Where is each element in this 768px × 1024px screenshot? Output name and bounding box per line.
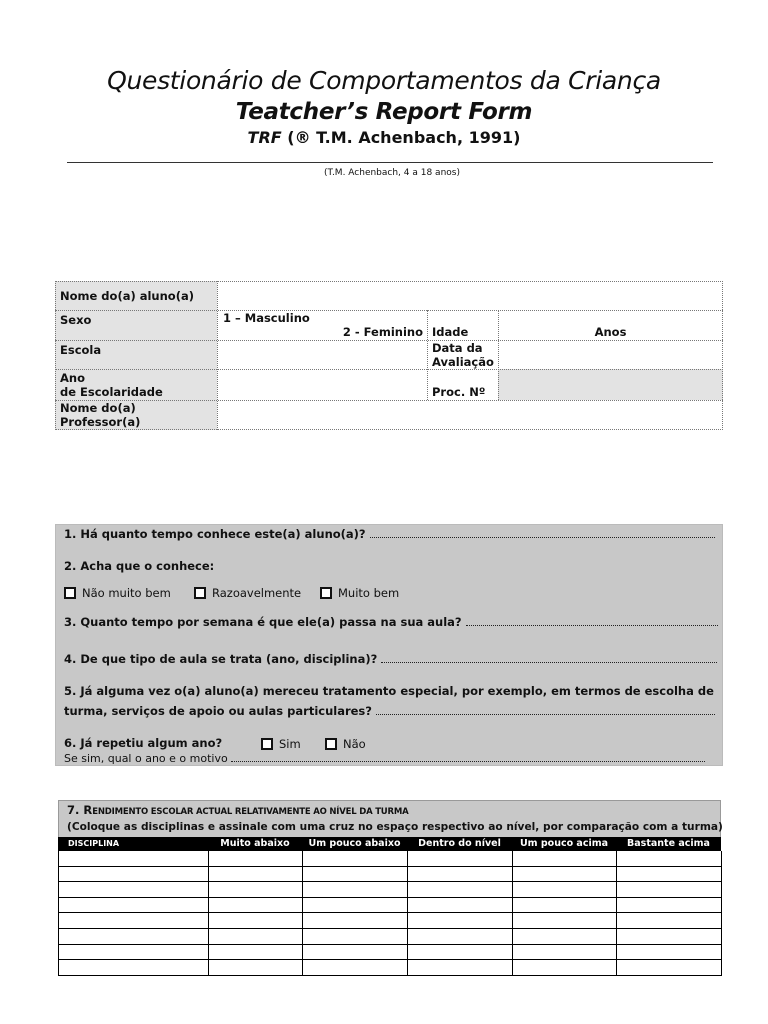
proc-field[interactable] [498, 369, 723, 400]
sex-male-option: 1 – Masculino [223, 311, 310, 325]
level-cell[interactable] [209, 929, 303, 945]
level-cell[interactable] [303, 913, 408, 929]
answer-line-1[interactable] [370, 527, 715, 538]
level-cell[interactable] [209, 851, 303, 867]
level-cell[interactable] [408, 882, 513, 898]
level-cell[interactable] [513, 851, 617, 867]
table-row [58, 929, 721, 945]
grid-line [722, 281, 723, 430]
col-dentro-do-nivel: Dentro do nível [418, 838, 501, 849]
subject-cell[interactable] [59, 882, 209, 898]
level-cell[interactable] [209, 960, 303, 976]
level-cell[interactable] [617, 851, 722, 867]
years-label: Anos [594, 325, 627, 339]
option-label: Razoavelmente [212, 586, 302, 600]
answer-line-6[interactable] [231, 751, 705, 762]
section-title-rest: ENDIMENTO ESCOLAR ACTUAL RELATIVAMENTE AO NÍVEL DA TURMA [92, 807, 409, 817]
sex-female-option: 2 - Feminino [342, 325, 423, 339]
eval-date-label [427, 340, 498, 369]
grid-line [55, 400, 723, 401]
question-1-text: 1. Há quanto tempo conhece este(a) aluno(a)? [64, 527, 366, 541]
student-name-field[interactable] [217, 281, 723, 310]
level-cell[interactable] [303, 851, 408, 867]
table-row [58, 882, 721, 898]
table-row [58, 898, 721, 914]
section-number: 7. [67, 803, 80, 817]
col-muito-abaixo: Muito abaixo [220, 838, 290, 849]
sex-field[interactable] [217, 310, 427, 340]
subject-cell[interactable] [59, 867, 209, 883]
level-cell[interactable] [408, 898, 513, 914]
grade-field[interactable] [217, 369, 427, 400]
subject-cell[interactable] [59, 929, 209, 945]
option-label: Não [343, 737, 366, 751]
question-5-line1: 5. Já alguma vez o(a) aluno(a) mereceu tratamento especial, por exemplo, em termos de escolha de [64, 684, 714, 698]
level-cell[interactable] [209, 898, 303, 914]
question-3 [64, 615, 718, 629]
grid-line [427, 310, 428, 400]
form-citation [0, 128, 768, 147]
school-label: Escola [55, 340, 217, 369]
grid-line [55, 281, 56, 430]
grid-line [55, 310, 723, 311]
teacher-label [55, 400, 217, 430]
option-nao-muito-bem[interactable] [64, 586, 171, 600]
level-cell[interactable] [408, 945, 513, 961]
teacher-label-line1: Nome do(a) [60, 401, 136, 415]
checkbox-icon[interactable] [64, 587, 76, 599]
eval-date-label-line2: Avaliação [432, 355, 494, 369]
subject-cell[interactable] [59, 960, 209, 976]
subject-cell[interactable] [59, 945, 209, 961]
proc-label: Proc. Nº [432, 385, 486, 399]
grade-label [55, 369, 217, 400]
level-cell[interactable] [617, 945, 722, 961]
level-cell[interactable] [617, 929, 722, 945]
answer-line-5[interactable] [376, 704, 715, 715]
form-abbreviation: TRF [247, 128, 282, 147]
level-cell[interactable] [303, 960, 408, 976]
teacher-field[interactable] [217, 400, 723, 430]
col-disciplina: DISCIPLINA [68, 839, 120, 848]
question-2: 2. Acha que o conhece: [64, 559, 215, 573]
table-row [58, 913, 721, 929]
level-cell[interactable] [209, 867, 303, 883]
option-muito-bem[interactable] [320, 586, 399, 600]
grid-line [55, 429, 723, 430]
citation-text: (® T.M. Achenbach, 1991) [287, 128, 521, 147]
questionnaire-title: Questionário de Comportamentos da Criança [107, 66, 661, 95]
question-6: 6. Já repetiu algum ano? [64, 736, 223, 750]
level-cell[interactable] [513, 882, 617, 898]
grid-line [55, 369, 723, 370]
level-cell[interactable] [408, 867, 513, 883]
grade-label-line1: Ano [60, 371, 85, 385]
subject-cell[interactable] [59, 913, 209, 929]
checkbox-icon[interactable] [261, 738, 273, 750]
table-row [58, 945, 721, 961]
grade-label-line2: de Escolaridade [60, 385, 163, 399]
level-cell[interactable] [303, 867, 408, 883]
checkbox-icon[interactable] [325, 738, 337, 750]
option-sim[interactable] [261, 737, 301, 751]
grid-line [55, 281, 723, 282]
eval-date-label-line1: Data da [432, 341, 483, 355]
sex-label: Sexo [55, 310, 217, 340]
level-cell[interactable] [209, 882, 303, 898]
level-cell[interactable] [617, 898, 722, 914]
level-cell[interactable] [617, 960, 722, 976]
question-6-followup [64, 751, 705, 765]
level-cell[interactable] [513, 913, 617, 929]
section-7-header [58, 800, 721, 838]
school-field[interactable] [217, 340, 427, 369]
form-name: Teatcher’s Report Form [235, 99, 533, 125]
level-cell[interactable] [303, 898, 408, 914]
level-cell[interactable] [408, 851, 513, 867]
level-cell[interactable] [513, 929, 617, 945]
level-cell[interactable] [303, 882, 408, 898]
level-cell[interactable] [617, 882, 722, 898]
level-cell[interactable] [209, 945, 303, 961]
school-performance-table [58, 800, 721, 976]
section-7-note: (Coloque as disciplinas e assinale com uma cruz no espaço respectivo ao nível, por comparação com a turma) [67, 821, 723, 833]
level-cell[interactable] [513, 898, 617, 914]
answer-line-3[interactable] [466, 615, 718, 626]
header-rule [67, 162, 713, 163]
table-row [58, 867, 721, 883]
question-3-text: 3. Quanto tempo por semana é que ele(a) passa na sua aula? [64, 615, 462, 629]
subject-cell[interactable] [59, 898, 209, 914]
level-cell[interactable] [303, 929, 408, 945]
teacher-label-line2: Professor(a) [60, 415, 141, 429]
level-cell[interactable] [303, 945, 408, 961]
age-label: Idade [432, 325, 469, 339]
age-field[interactable] [498, 310, 723, 340]
col-bastante-acima: Bastante acima [627, 838, 710, 849]
student-name-label: Nome do(a) aluno(a) [55, 281, 217, 310]
identification-table [55, 281, 723, 430]
column-header-row [58, 837, 721, 851]
grid-line [55, 340, 723, 341]
level-cell[interactable] [617, 913, 722, 929]
answer-line-4[interactable] [381, 652, 717, 663]
subject-cell[interactable] [59, 851, 209, 867]
form-subtitle: (T.M. Achenbach, 4 a 18 anos) [324, 168, 460, 178]
question-1 [64, 527, 715, 541]
checkbox-icon[interactable] [320, 587, 332, 599]
option-razoavelmente[interactable] [194, 586, 301, 600]
question-5-text: turma, serviços de apoio ou aulas particulares? [64, 704, 372, 718]
table-row [58, 851, 721, 867]
level-cell[interactable] [513, 867, 617, 883]
level-cell[interactable] [408, 960, 513, 976]
level-cell[interactable] [513, 960, 617, 976]
level-cell[interactable] [513, 945, 617, 961]
section-title-first: R [83, 803, 93, 817]
option-label: Não muito bem [82, 586, 171, 600]
checkbox-icon[interactable] [194, 587, 206, 599]
grid-line [498, 310, 499, 400]
level-cell[interactable] [209, 913, 303, 929]
level-cell[interactable] [408, 929, 513, 945]
eval-date-field[interactable] [498, 340, 723, 369]
level-cell[interactable] [617, 867, 722, 883]
question-4 [64, 652, 717, 666]
section-7-title [67, 803, 409, 817]
grid-line [217, 281, 218, 430]
col-um-pouco-acima: Um pouco acima [519, 838, 609, 849]
option-label: Sim [279, 737, 301, 751]
question-5-line2 [64, 704, 715, 718]
option-label: Muito bem [338, 586, 400, 600]
col-um-pouco-abaixo: Um pouco abaixo [308, 838, 401, 849]
question-4-text: 4. De que tipo de aula se trata (ano, disciplina)? [64, 652, 378, 666]
option-nao[interactable] [325, 737, 366, 751]
question-6-followup-text: Se sim, qual o ano e o motivo [64, 752, 228, 765]
questions-block [55, 524, 723, 766]
table-row [58, 960, 721, 976]
level-cell[interactable] [408, 913, 513, 929]
